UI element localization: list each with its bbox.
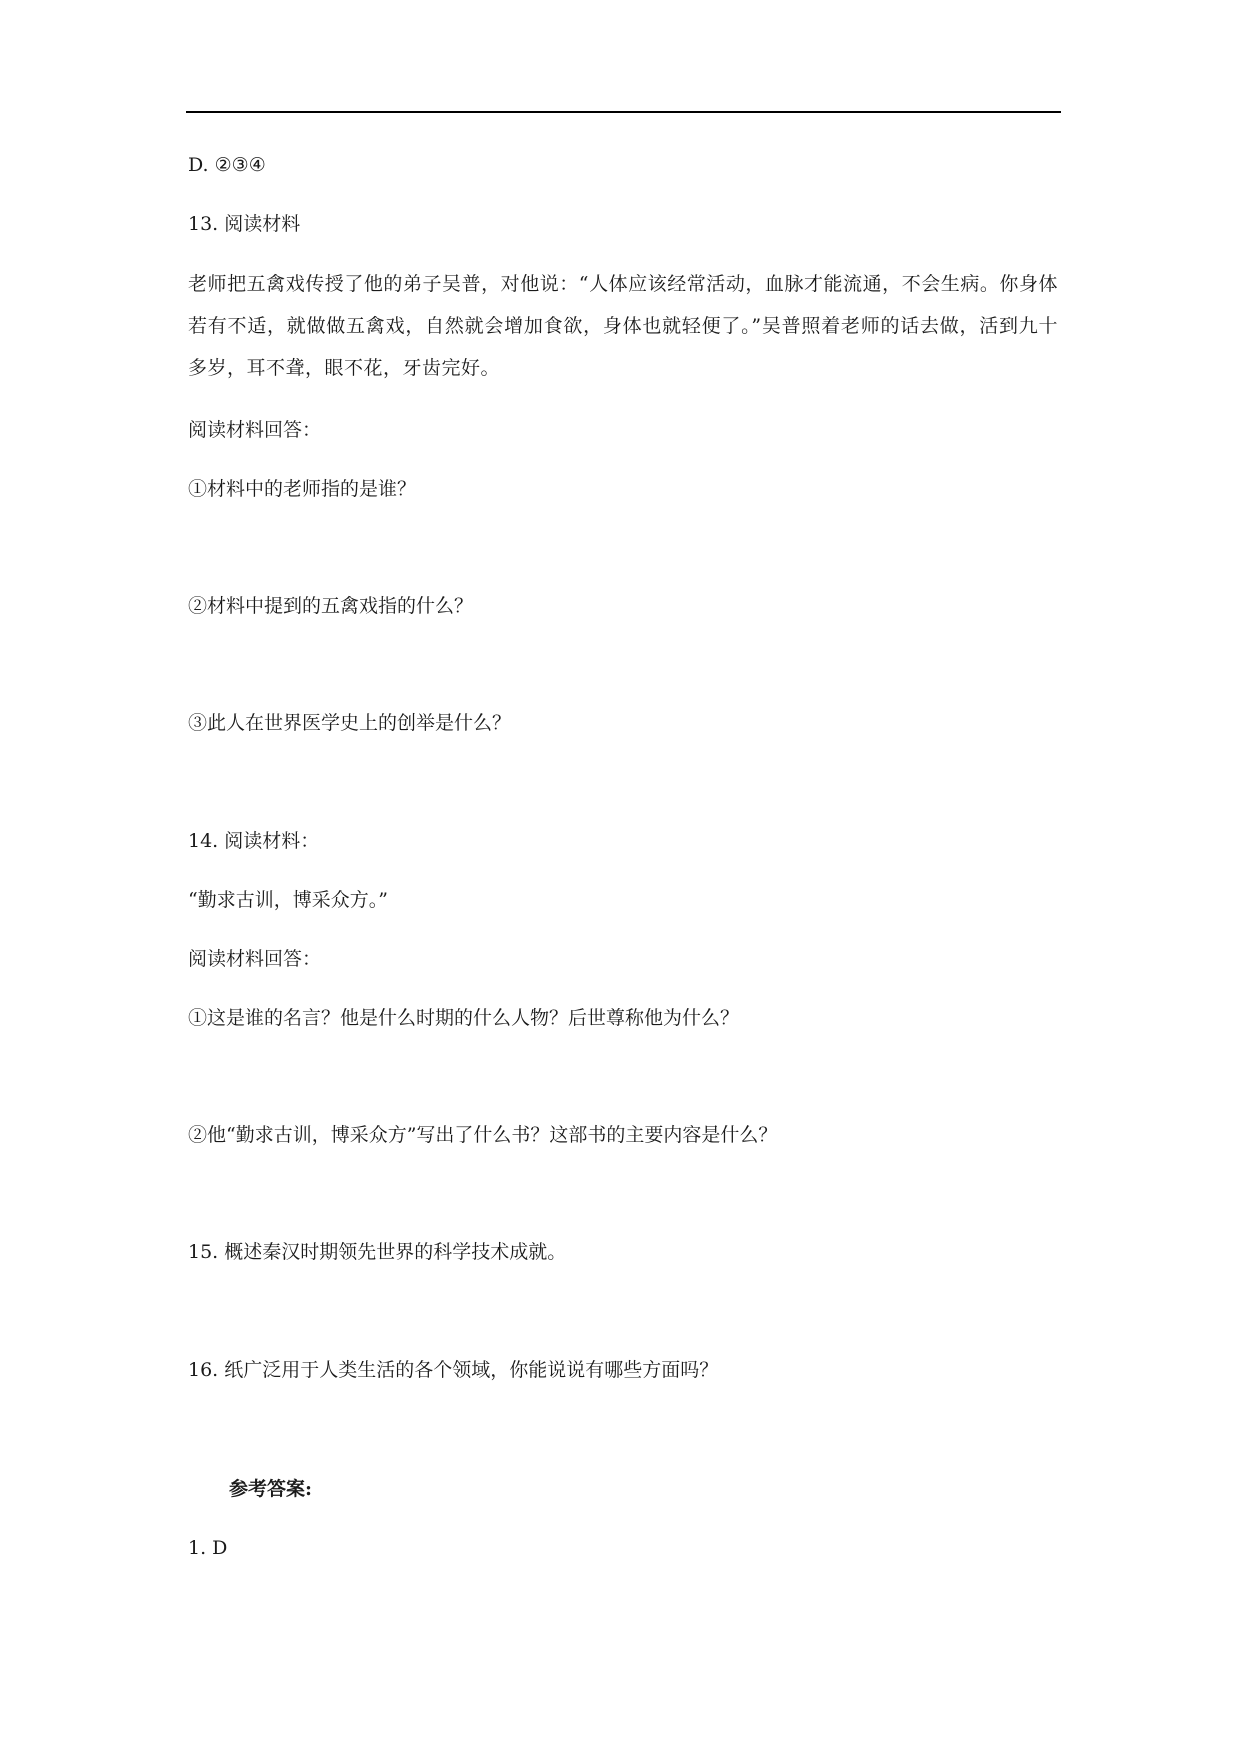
q13-subquestion-2: ②材料中提到的五禽戏指的什么？: [188, 595, 474, 617]
q12-option-d: D. ②③④: [188, 154, 266, 176]
q15-question: 15. 概述秦汉时期领先世界的科学技术成就。: [188, 1241, 567, 1263]
answer-1: 1. D: [188, 1537, 228, 1559]
q14-subquestion-1: ①这是谁的名言？他是什么时期的什么人物？后世尊称他为什么？: [188, 1007, 740, 1029]
q13-subquestion-1: ①材料中的老师指的是谁？: [188, 478, 417, 500]
answer-heading: 参考答案:: [229, 1478, 313, 1500]
q14-material: “勤求古训，博采众方。”: [188, 889, 388, 911]
q13-subquestion-3: ③此人在世界医学史上的创举是什么？: [188, 712, 512, 734]
q16-question: 16. 纸广泛用于人类生活的各个领域，你能说说有哪些方面吗？: [188, 1359, 719, 1381]
header-rule: [186, 111, 1061, 113]
q13-material: 老师把五禽戏传授了他的弟子吴普，对他说：“人体应该经常活动，血脉才能流通，不会生病。你身体若有不适，就做做五禽戏，自然就会增加食欲，身体也就轻便了。”吴普照着老师的话去做，活到九十多岁，耳不聋，眼不花，牙齿完好。: [188, 273, 1058, 379]
q13-title: 13. 阅读材料: [188, 213, 301, 235]
q14-prompt: 阅读材料回答：: [188, 948, 322, 970]
q13-prompt: 阅读材料回答：: [188, 419, 322, 441]
q14-title: 14. 阅读材料：: [188, 830, 320, 852]
q14-subquestion-2: ②他“勤求古训，博采众方”写出了什么书？这部书的主要内容是什么？: [188, 1124, 778, 1146]
